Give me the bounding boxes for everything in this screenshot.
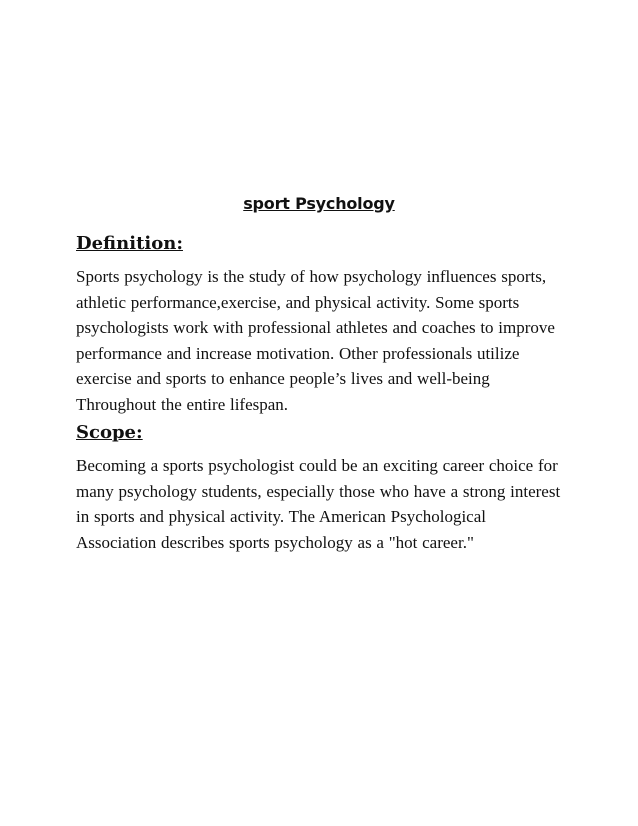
scope-heading: Scope: [76,422,143,443]
scope-paragraph: Becoming a sports psychologist could be an exciting career choice for many psychology students, especially those who have a strong interest in sports and physical activity. The American Psychological Association describes sports psychology as a "hot career." [76,456,561,552]
definition-paragraph: Sports psychology is the study of how psychology influences sports, athletic performance,exercise, and physical activity. Some sports psychologists work with professional athletes and coaches to improve performance and increase motivation. Other professionals utilize exercise and sports to enhance people’s lives and well-being Throughout the entire lifespan. [76,267,555,414]
definition-heading: Definition: [76,233,183,254]
scope-section [76,421,566,555]
definition-section [76,232,566,417]
document-title: sport Psychology [243,194,395,213]
